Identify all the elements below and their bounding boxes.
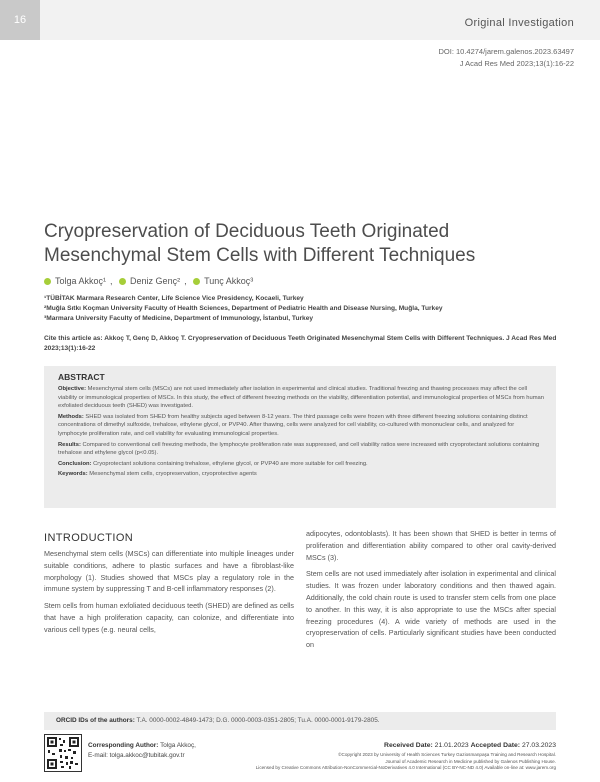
abstract-methods: Methods: SHED was isolated from SHED from healthy subjects aged between 8-12 years. The third passage cells were frozen with three different freezing solutions containing distinct concentrations of dimethyl sulfoxide, trehalose, ethylene glycol, or PVP40. After thawing, cells were analyzed for cell viability, co-cultured with mononuclear cells, and analyzed for lymphocyte proliferation rate, and cell viability for evaluating immunological properties. <box>58 413 528 437</box>
citation: Cite this article as: Akkoç T, Genç D, Akkoç T. Cryopreservation of Deciduous Teeth Originated Mesenchymal Stem Cells with Different Techniques. J Acad Res Med 2023;13(1):16-22 <box>44 335 557 352</box>
abstract-results: Results: Compared to conventional cell freezing methods, the lymphocyte proliferation rate was suppressed, and cell viability ratios were increased with cryoprotectant solutions containing trehalose and ethylene glycol (p<0.05). <box>58 441 540 457</box>
abstract-keywords: Keywords: Mesenchymal stem cells, cryopreservation, cryoprotective agents <box>58 471 257 478</box>
affiliation: ³Marmara University Faculty of Medicine, Department of Immunology, İstanbul, Turkey <box>44 315 314 322</box>
corr-email[interactable]: E-mail: tolga.akkoc@tubitak.gov.tr <box>88 752 185 759</box>
received-date: 21.01.2023 <box>434 742 469 749</box>
body-paragraph: Stem cells are not used immediately after isolation in experimental and clinical studies. It was frozen under laboratory conditions and then thawed again. Additionally, the cold chain route is used to transfer stem cells from one place to another. In this way, it is also appropriate to use the MSCs after special freezing procedures (4). A wide variety of methods are used in the cryopreservation of cells. Particularly significant studies have been conducted on <box>306 569 556 650</box>
orcid-values: T.A. 0000-0002-4849-1473; D.G. 0000-0003-0351-2805; Tu.A. 0000-0001-9179-2805. <box>136 717 380 724</box>
author-list: Tolga Akkoç¹ , Deniz Genç² , Tunç Akkoç³ <box>44 276 253 286</box>
body-column-right <box>306 528 556 656</box>
orcid-ids <box>44 712 556 730</box>
introduction-heading: INTRODUCTION <box>44 532 134 544</box>
article-title: Cryopreservation of Deciduous Teeth Originated Mesenchymal Stem Cells with Different Techniques <box>44 221 476 266</box>
abstract-box <box>44 366 556 508</box>
dates: Received Date: 21.01.2023 Accepted Date: 27.03.2023 <box>384 742 556 749</box>
abstract-conclusion: Conclusion: Cryoprotectant solutions containing trehalose, ethylene glycol, or PVP40 are more suitable for cell freezing. <box>58 460 368 467</box>
doi-block <box>438 46 574 70</box>
body-paragraph: Mesenchymal stem cells (MSCs) can differentiate into multiple lineages under suitable conditions, adhere to plastic surfaces and have a fibroblast-like morphology (1). Studies showed that MSCs play a regulatory role in the immune system by suppressing T and B-cell inflammatory responses (2). <box>44 549 294 594</box>
copyright: ©Copyright 2023 by University of Health Sciences Turkey Gaziosmanpaşa Training and Research Hospital. <box>338 752 556 757</box>
body-paragraph: adipocytes, odontoblasts). It has been shown that SHED is better in terms of proliferation and differentiation ability compared to other oral cavity-derived MSCs (3). <box>306 529 556 562</box>
author-name: Tunç Akkoç³ <box>204 276 254 286</box>
corr-name: Tolga Akkoç, <box>160 742 196 749</box>
corresponding-author <box>88 741 196 761</box>
journal-ref: J Acad Res Med 2023;13(1):16-22 <box>459 59 574 68</box>
orcid-icon[interactable] <box>193 278 200 285</box>
doi[interactable]: DOI: 10.4274/jarem.galenos.2023.63497 <box>438 47 574 56</box>
body-paragraph: Stem cells from human exfoliated deciduous teeth (SHED) are defined as cells that have a high proliferation capacity, can colonize, and differentiate into various cell types (e.g. neural cells, <box>44 601 294 634</box>
section-label: Original Investigation <box>464 17 574 29</box>
affiliation: ²Muğla Sıtkı Koçman University Faculty of Health Sciences, Department of Pediatric Health and Disease Nursing, Muğla, Turkey <box>44 305 443 312</box>
affiliation: ¹TÜBİTAK Marmara Research Center, Life Science Vice Presidency, Kocaeli, Turkey <box>44 295 304 302</box>
affiliations <box>44 294 443 324</box>
orcid-label: ORCID IDs of the authors: <box>56 717 135 724</box>
orcid-icon[interactable] <box>44 278 51 285</box>
license: Licensed by Creative Commons Attribution-NonCommercial-NoDerivatives 4.0 International (CC BY-NC-ND 4.0) Available on-line at: www.jarem.org <box>255 765 556 771</box>
accepted-date: 27.03.2023 <box>521 742 556 749</box>
publisher: Journal of Academic Research in Medicine published by Galenos Publishing House. <box>385 758 556 764</box>
corr-label: Corresponding Author: <box>88 742 159 749</box>
author-name: Tolga Akkoç¹ <box>55 276 107 286</box>
body-column-left <box>44 548 294 641</box>
orcid-icon[interactable] <box>119 278 126 285</box>
qr-code-icon[interactable] <box>44 734 82 772</box>
abstract-heading: ABSTRACT <box>58 372 105 382</box>
page-number: 16 <box>0 0 40 40</box>
abstract-objective: Objective: Mesenchymal stem cells (MSCs) are not used immediately after isolation in experimental and clinical studies. Traditional freezing and thawing processes may affect the cell viability or immunological properties of MSCs. In this study, the effect of different freezing methods on the viability, differentiation potential, and immunological properties of MSCs from human exfoliated deciduous teeth (SHED) was investigated. <box>58 386 544 410</box>
author-name: Deniz Genç² <box>130 276 181 286</box>
article-meta <box>256 741 556 772</box>
qr-code-graphic <box>45 735 81 771</box>
